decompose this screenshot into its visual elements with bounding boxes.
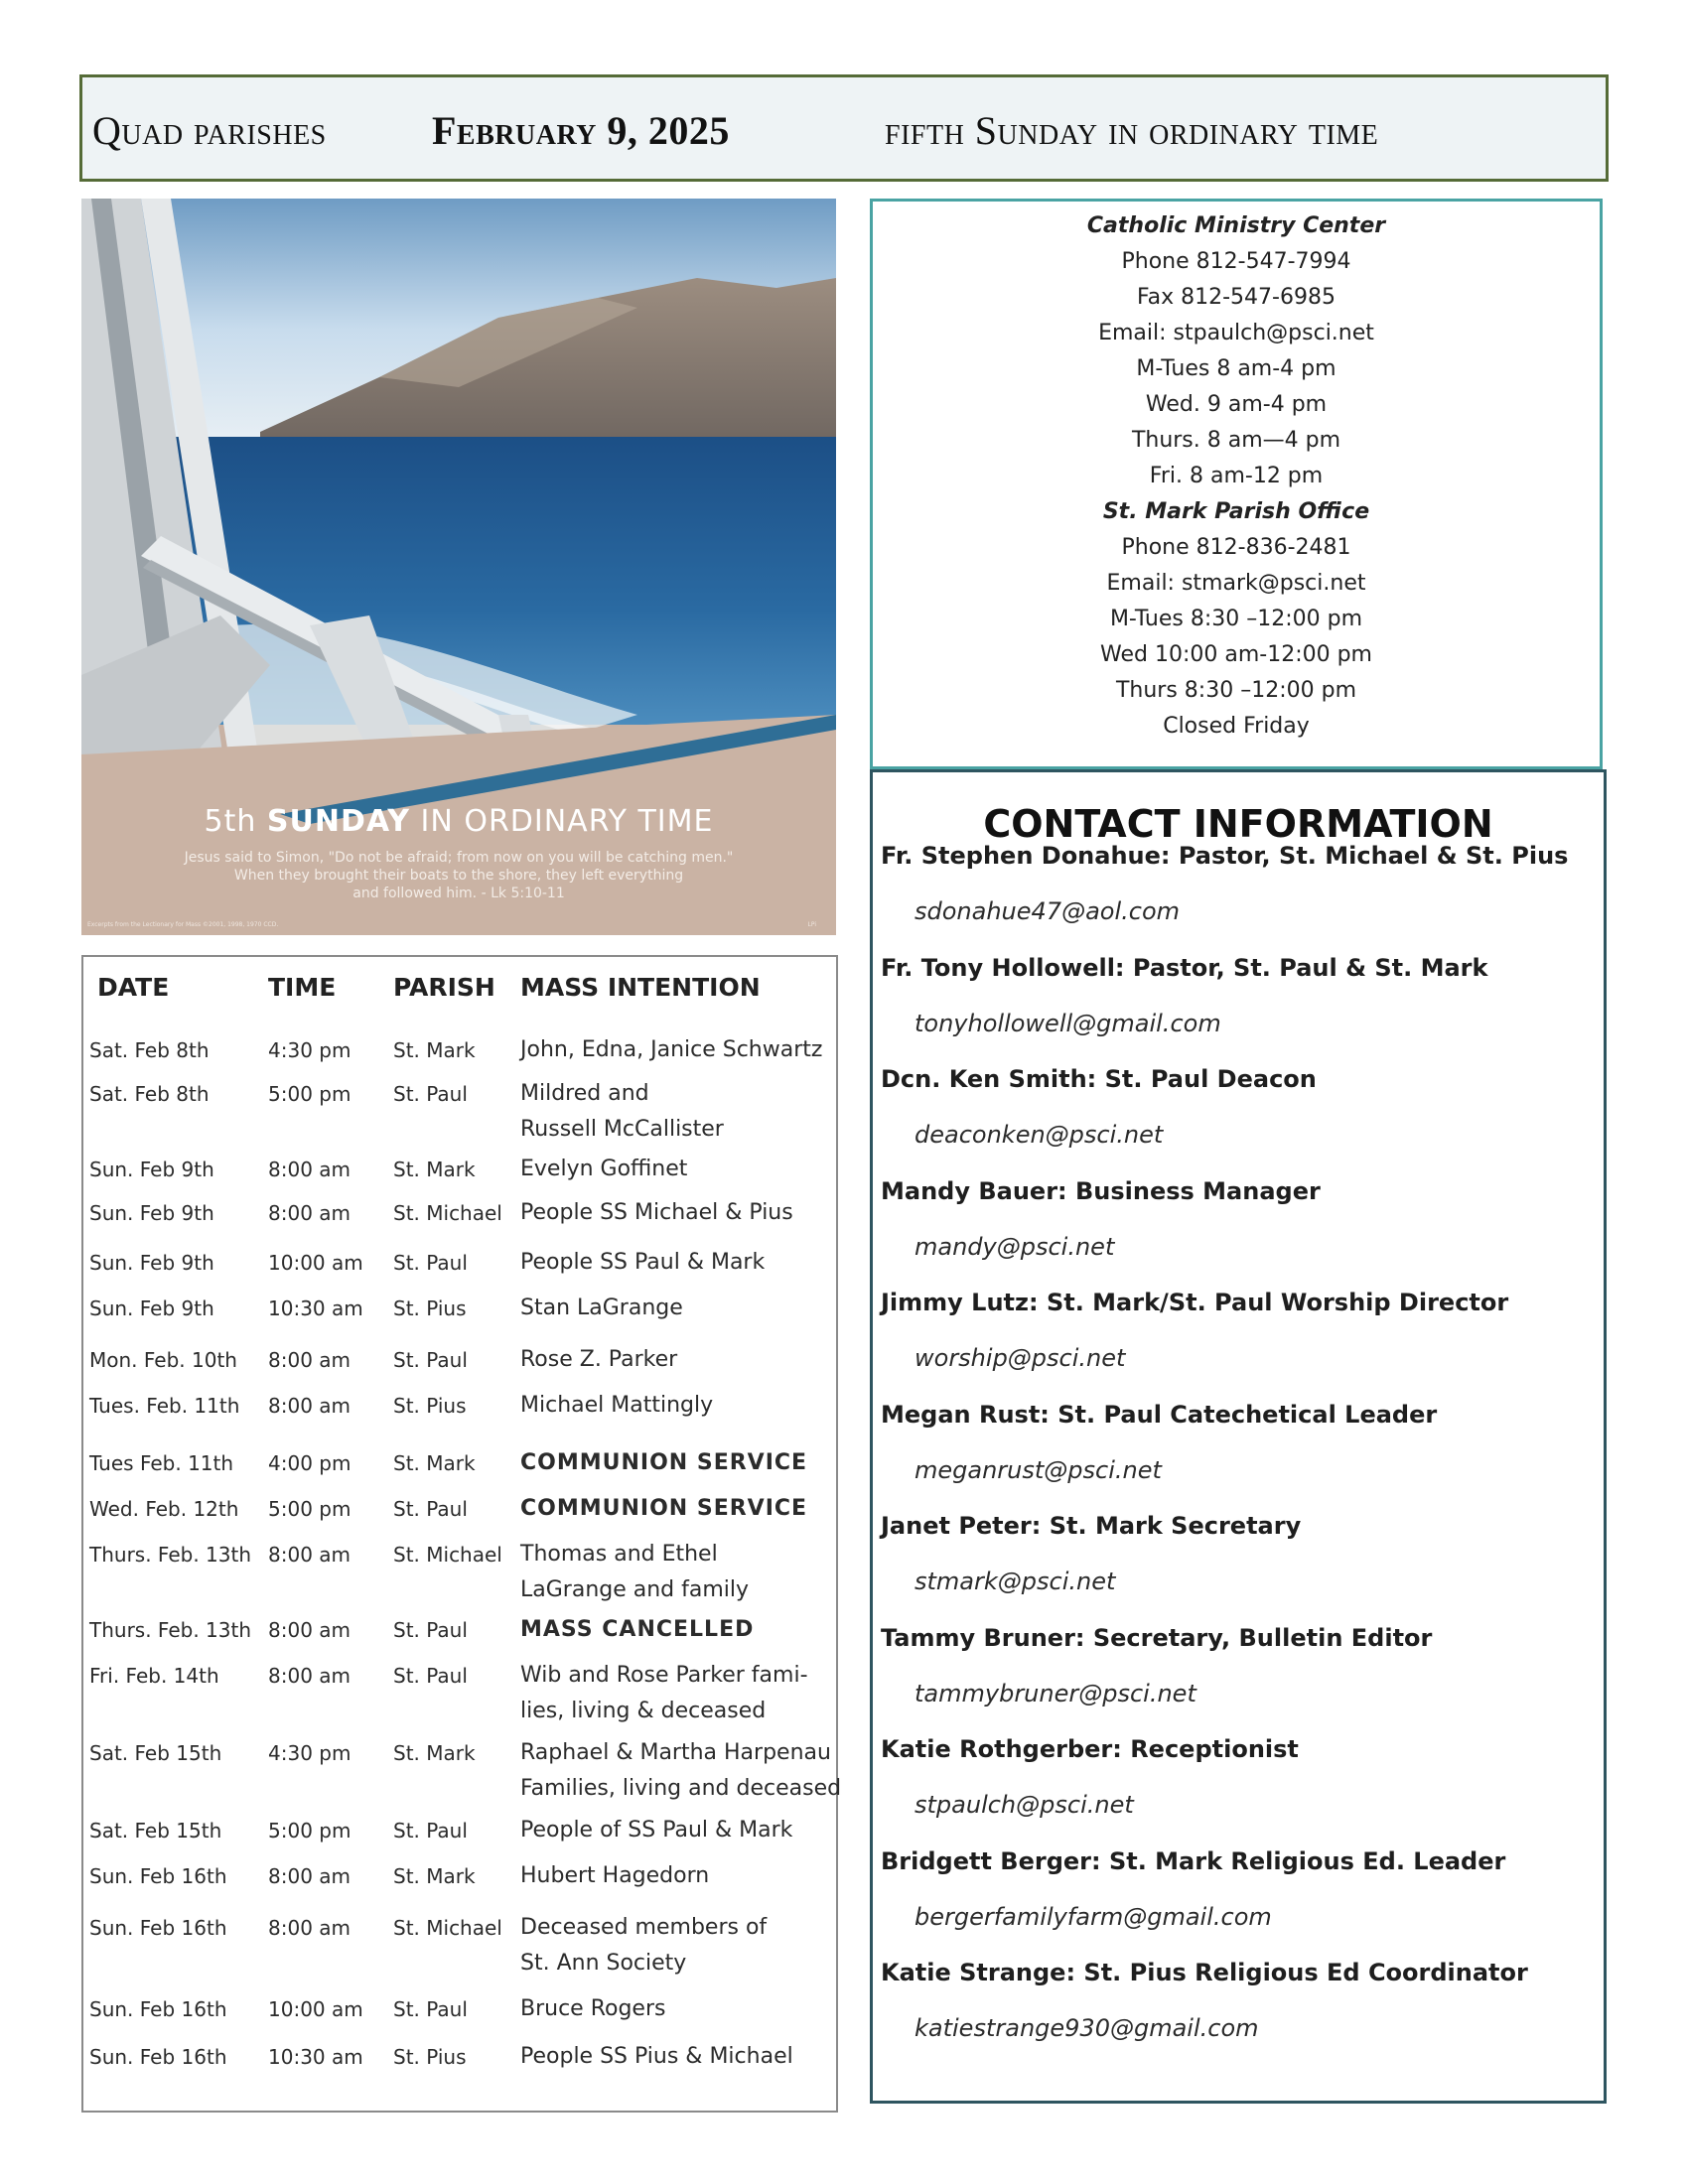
contact-name: Jimmy Lutz: St. Mark/St. Paul Worship Director (881, 1289, 1509, 1316)
row-date: Sun. Feb 16th (89, 1864, 227, 1888)
row-date: Sat. Feb 8th (89, 1038, 210, 1062)
row-intention: Evelyn Goffinet (520, 1157, 688, 1181)
cover-publisher-mark: LPi (807, 921, 816, 928)
contact-email-link[interactable]: bergerfamilyfarm@gmail.com (914, 1902, 1272, 1931)
parish-group-title: Quad parishes (92, 108, 327, 153)
contact-email-link[interactable]: mandy@psci.net (914, 1232, 1115, 1261)
row-parish: St. Paul (393, 1348, 468, 1372)
row-date: Sat. Feb 8th (89, 1082, 210, 1106)
contact-name: Fr. Tony Hollowell: Pastor, St. Paul & St. Mark (881, 953, 1488, 982)
row-intention: Hubert Hagedorn (520, 1863, 710, 1888)
row-time: 8:00 am (268, 1201, 352, 1225)
row-time: 8:00 am (268, 1543, 352, 1567)
row-date: Sat. Feb 15th (89, 1819, 222, 1843)
row-parish: St. Paul (393, 1497, 468, 1521)
header-date: DATE (97, 973, 170, 1002)
row-date: Sun. Feb 9th (89, 1201, 214, 1225)
office-line: M-Tues 8:30 –12:00 pm (1109, 607, 1363, 631)
row-intention: John, Edna, Janice Schwartz (520, 1037, 823, 1062)
contact-name: Katie Strange: St. Pius Religious Ed Coordinator (881, 1959, 1528, 1986)
row-time: 8:00 am (268, 1864, 352, 1888)
row-parish: St. Paul (393, 1664, 468, 1688)
row-intention-line2: St. Ann Society (520, 1951, 687, 1976)
row-intention: Bruce Rogers (520, 1996, 666, 2021)
row-time: 5:00 pm (268, 1082, 352, 1106)
row-date: Tues Feb. 11th (89, 1451, 234, 1475)
row-parish: St. Pius (393, 2045, 467, 2069)
row-date: Sun. Feb 16th (89, 2045, 227, 2069)
row-intention: COMMUNION SERVICE (520, 1496, 808, 1521)
cover-title-rest: IN ORDINARY TIME (420, 804, 714, 839)
contact-email-link[interactable]: stmark@psci.net (914, 1568, 1116, 1595)
row-time: 5:00 pm (268, 1497, 352, 1521)
cover-title-sunday: SUNDAY (266, 804, 410, 839)
row-intention: COMMUNION SERVICE (520, 1450, 808, 1475)
row-parish: St. Paul (393, 1251, 468, 1275)
row-time: 8:00 am (268, 1348, 352, 1372)
row-parish: St. Mark (393, 1451, 476, 1475)
contact-name: Janet Peter: St. Mark Secretary (881, 1512, 1302, 1540)
row-time: 10:00 am (268, 1997, 363, 2021)
contact-name: Fr. Stephen Donahue: Pastor, St. Michael & St. Pius (881, 842, 1569, 870)
row-parish: St. Mark (393, 1741, 476, 1765)
row-parish: St. Michael (393, 1916, 502, 1940)
row-date: Sun. Feb 16th (89, 1997, 227, 2021)
cover-quote-line3: and followed him. - Lk 5:10-11 (352, 886, 565, 901)
contact-info-box (870, 769, 1607, 2104)
row-intention: MASS CANCELLED (520, 1617, 755, 1642)
contact-email-link[interactable]: tonyhollowell@gmail.com (914, 1009, 1221, 1037)
header-parish: PARISH (393, 973, 495, 1002)
row-intention: People SS Michael & Pius (520, 1200, 793, 1225)
row-time: 10:30 am (268, 2045, 363, 2069)
office-heading: St. Mark Parish Office (1102, 499, 1370, 524)
row-intention: People SS Paul & Mark (520, 1250, 766, 1275)
contact-name: Dcn. Ken Smith: St. Paul Deacon (881, 1065, 1317, 1093)
row-time: 8:00 am (268, 1394, 352, 1418)
row-parish: St. Paul (393, 1082, 468, 1106)
row-time: 4:00 pm (268, 1451, 352, 1475)
office-line: M-Tues 8 am-4 pm (1136, 356, 1336, 381)
office-line: Email: stmark@psci.net (1106, 571, 1366, 596)
office-line: Email: stpaulch@psci.net (1098, 321, 1374, 345)
row-parish: St. Paul (393, 1819, 468, 1843)
office-line: Phone 812-547-7994 (1121, 249, 1351, 274)
mass-schedule-table (81, 955, 842, 2113)
row-intention-line2: Russell McCallister (520, 1117, 724, 1142)
row-parish: St. Paul (393, 1618, 468, 1642)
row-time: 8:00 am (268, 1158, 352, 1181)
row-intention: People of SS Paul & Mark (520, 1818, 793, 1843)
row-intention: Deceased members of (520, 1915, 768, 1940)
office-line: Closed Friday (1163, 714, 1310, 739)
office-line: Fax 812-547-6985 (1137, 285, 1336, 310)
cover-quote-line2: When they brought their boats to the shore, they left everything (233, 868, 684, 884)
row-intention: Wib and Rose Parker fami- (520, 1663, 808, 1688)
row-parish: St. Paul (393, 1997, 468, 2021)
row-intention: Raphael & Martha Harpenau (520, 1740, 831, 1765)
office-line: Thurs. 8 am—4 pm (1131, 428, 1341, 453)
row-date: Tues. Feb. 11th (89, 1394, 240, 1418)
row-date: Sun. Feb 9th (89, 1158, 214, 1181)
row-time: 5:00 pm (268, 1819, 352, 1843)
row-date: Mon. Feb. 10th (89, 1348, 237, 1372)
row-intention-line2: LaGrange and family (520, 1577, 750, 1602)
office-line: Fri. 8 am-12 pm (1149, 464, 1324, 488)
liturgical-occasion: fifth Sunday in ordinary time (885, 108, 1379, 153)
row-intention: Rose Z. Parker (520, 1347, 678, 1372)
row-time: 10:30 am (268, 1297, 363, 1320)
row-parish: St. Mark (393, 1038, 476, 1062)
contact-email-link[interactable]: meganrust@psci.net (914, 1455, 1162, 1484)
row-date: Wed. Feb. 12th (89, 1497, 239, 1521)
row-time: 8:00 am (268, 1664, 352, 1688)
contact-email-link[interactable]: katiestrange930@gmail.com (914, 2014, 1259, 2042)
office-line: Wed. 9 am-4 pm (1145, 392, 1328, 417)
row-date: Sun. Feb 16th (89, 1916, 227, 1940)
contact-name: Mandy Bauer: Business Manager (881, 1176, 1321, 1205)
row-date: Thurs. Feb. 13th (89, 1618, 252, 1642)
row-parish: St. Pius (393, 1394, 467, 1418)
contact-name: Bridgett Berger: St. Mark Religious Ed. Leader (881, 1846, 1506, 1875)
cover-credit: Excerpts from the Lectionary for Mass ©2001, 1998, 1970 CCD. (87, 921, 279, 928)
row-parish: St. Mark (393, 1158, 476, 1181)
contact-email-link[interactable]: sdonahue47@aol.com (914, 897, 1181, 925)
row-intention-line2: Families, living and deceased (520, 1776, 842, 1801)
row-date: Sat. Feb 15th (89, 1741, 222, 1765)
row-parish: St. Michael (393, 1543, 502, 1567)
bulletin-header (79, 74, 1609, 182)
header-time: TIME (268, 973, 337, 1002)
row-date: Fri. Feb. 14th (89, 1664, 219, 1688)
row-time: 4:30 pm (268, 1038, 352, 1062)
row-intention: Michael Mattingly (520, 1393, 714, 1418)
row-parish: St. Pius (393, 1297, 467, 1320)
contact-email-link[interactable]: stpaulch@psci.net (914, 1791, 1134, 1819)
row-intention: Mildred and (520, 1081, 649, 1106)
contact-title: CONTACT INFORMATION (983, 802, 1493, 846)
row-date: Thurs. Feb. 13th (89, 1543, 252, 1567)
office-line: Phone 812-836-2481 (1121, 535, 1351, 560)
row-time: 4:30 pm (268, 1741, 352, 1765)
office-heading: Catholic Ministry Center (1086, 213, 1386, 238)
row-intention: Thomas and Ethel (520, 1542, 718, 1567)
row-parish: St. Mark (393, 1864, 476, 1888)
cover-title (81, 804, 836, 839)
row-parish: St. Michael (393, 1201, 502, 1225)
contact-email-link[interactable]: deaconken@psci.net (914, 1121, 1164, 1149)
contact-email-link[interactable]: worship@psci.net (914, 1344, 1126, 1372)
office-info-box (870, 199, 1603, 769)
office-line: Thurs 8:30 –12:00 pm (1115, 678, 1356, 703)
row-intention: Stan LaGrange (520, 1296, 683, 1320)
row-date: Sun. Feb 9th (89, 1251, 214, 1275)
row-intention: People SS Pius & Michael (520, 2044, 793, 2069)
office-line: Wed 10:00 am-12:00 pm (1100, 642, 1372, 667)
header-intention: MASS INTENTION (520, 973, 761, 1002)
cover-image (81, 199, 836, 935)
cover-quote-line1: Jesus said to Simon, "Do not be afraid; from now on you will be catching men." (184, 850, 734, 866)
bulletin-date: February 9, 2025 (432, 108, 730, 153)
contact-name: Katie Rothgerber: Receptionist (881, 1735, 1299, 1763)
cover-title-ordinal: 5th (204, 804, 257, 839)
contact-name: Megan Rust: St. Paul Catechetical Leader (881, 1400, 1438, 1429)
row-time: 10:00 am (268, 1251, 363, 1275)
row-time: 8:00 am (268, 1916, 352, 1940)
row-time: 8:00 am (268, 1618, 352, 1642)
contact-email-link[interactable]: tammybruner@psci.net (914, 1679, 1196, 1707)
row-date: Sun. Feb 9th (89, 1297, 214, 1320)
row-intention-line2: lies, living & deceased (520, 1699, 767, 1723)
contact-name: Tammy Bruner: Secretary, Bulletin Editor (881, 1623, 1433, 1652)
